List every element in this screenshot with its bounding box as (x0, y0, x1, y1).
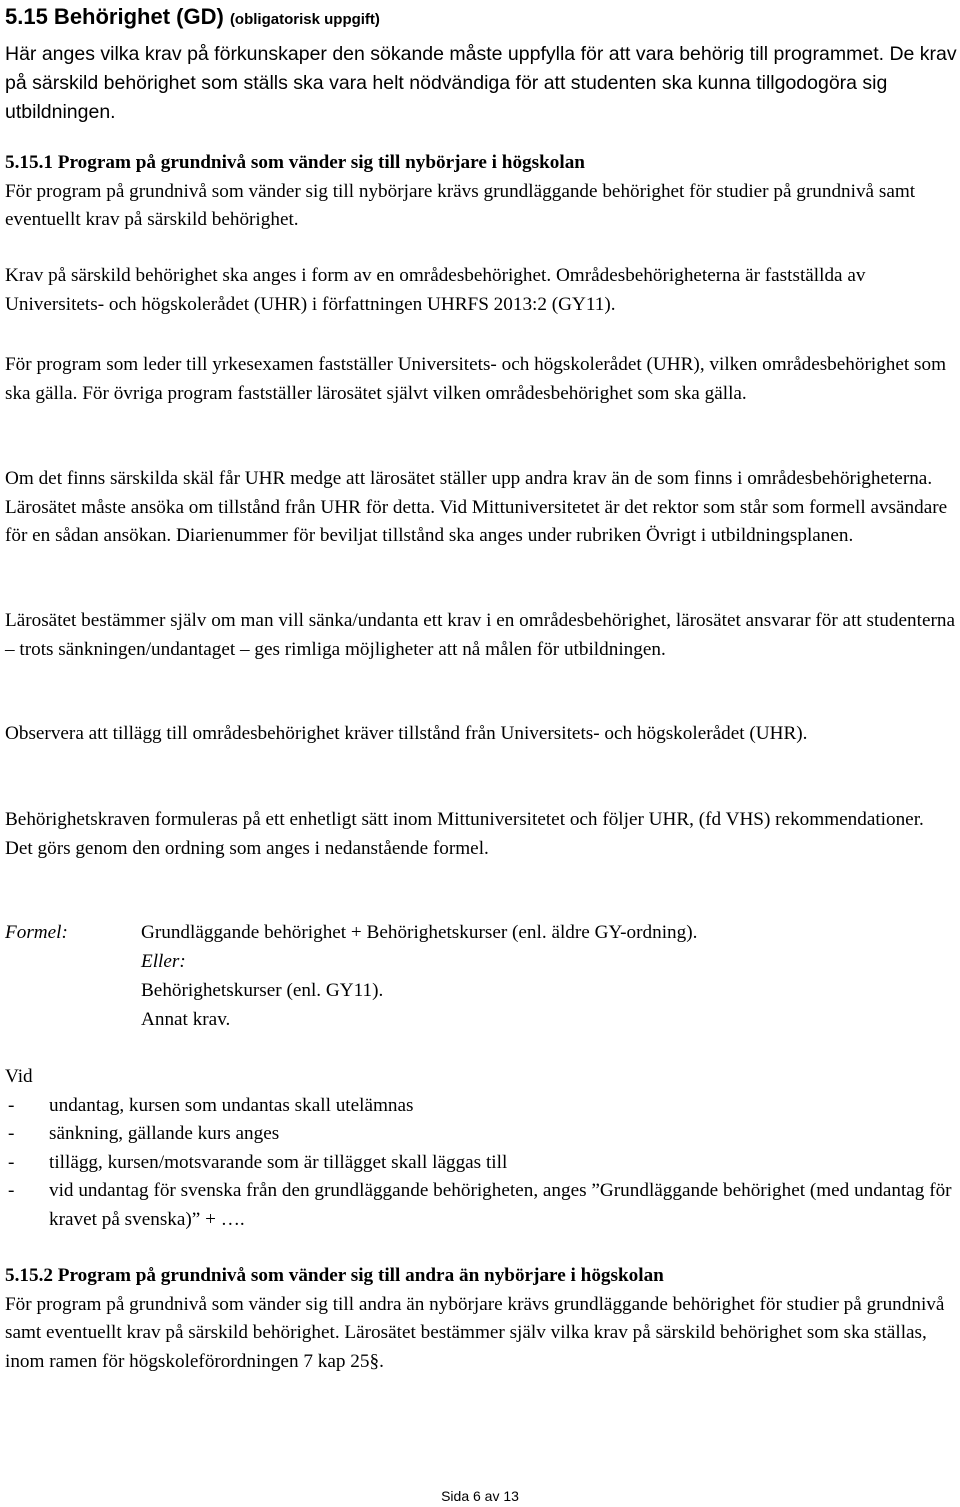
heading-subtitle: (obligatorisk uppgift) (229, 11, 380, 28)
section-1-paragraph-7a: Behörighetskraven formuleras på ett enhetligt sätt inom Mittuniversitetet och följer UHR, (fd VHS) rekommendationer. (5, 809, 924, 830)
formula-line-3: Behörighetskurser (enl. GY11). (141, 980, 384, 1001)
intro-paragraph: Här anges vilka krav på förkunskaper den sökande måste uppfylla för att vara behörig till programmet. De krav på särskild behörighet som ställs ska vara helt nödvändiga för att studenten ska kunna tillgodogöra sig utbildningen. (5, 43, 957, 123)
section-1-paragraph-7b: Det görs genom den ordning som anges i nedanstående formel. (5, 837, 489, 859)
formula-line-2: Eller: (141, 951, 186, 972)
section-1-paragraph-4: Om det finns särskilda skäl får UHR medge att lärosätet ställer upp andra krav än de som finns i områdesbehörigheterna. Lärosätet måste ansöka om tillstånd från UHR för detta. Vid Mittuniversitetet är det rektor som står som formell avsändare för en sådan ansökan. Diarienummer för beviljat tillstånd ska anges under rubriken Övrigt i utbildningsplanen. (5, 468, 948, 546)
list-item: - tillägg, kursen/motsvarande som är tillägget skall läggas till (5, 1149, 960, 1178)
section-1-paragraph-6: Observera att tillägg till områdesbehörighet kräver tillstånd från Universitets- och högskolerådet (UHR). (5, 723, 808, 744)
list-dash: - (8, 1180, 15, 1201)
section-1 (5, 149, 960, 235)
list-item: - vid undantag för svenska från den grundläggande behörigheten, anges ”Grundläggande behörighet (med undantag för kravet på svenska)” + …. (5, 1177, 960, 1234)
section-heading (5, 3, 380, 34)
section-1-paragraph-2: Krav på särskild behörighet ska anges i form av en områdesbehörighet. Områdesbehörigheterna är fastställda av Universitets- och högskolerådet (UHR) i författningen UHRFS 2013:2 (GY11). (5, 265, 866, 315)
section-2-paragraph: För program på grundnivå som vänder sig till andra än nybörjare krävs grundläggande behörighet för studier på grundnivå samt eventuellt krav på särskild behörighet. Lärosätet bestämmer själv vilka krav på särskild behörighet som ska ställas, inom ramen för högskoleförordningen 7 kap 25§. (5, 1293, 945, 1372)
vid-block (5, 1063, 960, 1234)
paragraph-sign: § (369, 1350, 380, 1372)
list-dash: - (8, 1094, 15, 1116)
list-dash: - (8, 1123, 15, 1144)
formula-label: Formel: (5, 922, 68, 943)
formula-line-1: Grundläggande behörighet + Behörighetskurser (enl. äldre GY-ordning). (141, 922, 698, 943)
section-1-paragraph-1: För program på grundnivå som vänder sig till nybörjare krävs grundläggande behörighet för studier på grundnivå samt eventuellt krav på särskild behörighet. (5, 180, 916, 230)
vid-list (5, 1092, 960, 1235)
page-number: Sida 6 av 13 (441, 1488, 519, 1504)
section-2 (5, 1262, 960, 1376)
section-1-paragraph-3: För program som leder till yrkesexamen fastställer Universitets- och högskolerådet (UHR), vilken områdesbehörighet som ska gälla. För övriga program fastställer lärosätet självt vilken områdesbehörighet som ska gälla. (5, 354, 947, 404)
list-item: - sänkning, gällande kurs anges (5, 1120, 960, 1149)
section-1-title: 5.15.1 Program på grundnivå som vänder sig till nybörjare i högskolan (5, 152, 585, 173)
heading-title: 5.15 Behörighet (GD) (5, 4, 224, 29)
section-1-paragraph-7 (5, 806, 960, 863)
section-1-paragraph-5: Lärosätet bestämmer själv om man vill sänka/undanta ett krav i en områdesbehörighet, lärosätet ansvarar för att studenterna – trots sänkningen/undantaget – ges rimliga möjligheter att nå målen för utbildningen. (5, 610, 955, 660)
vid-label: Vid (5, 1066, 33, 1087)
section-2-title: 5.15.2 Program på grundnivå som vänder sig till andra än nybörjare i högskolan (5, 1265, 664, 1286)
list-item: - undantag, kursen som undantas skall utelämnas (5, 1092, 960, 1121)
formula-line-4: Annat krav. (141, 1009, 231, 1030)
list-dash: - (8, 1151, 15, 1173)
